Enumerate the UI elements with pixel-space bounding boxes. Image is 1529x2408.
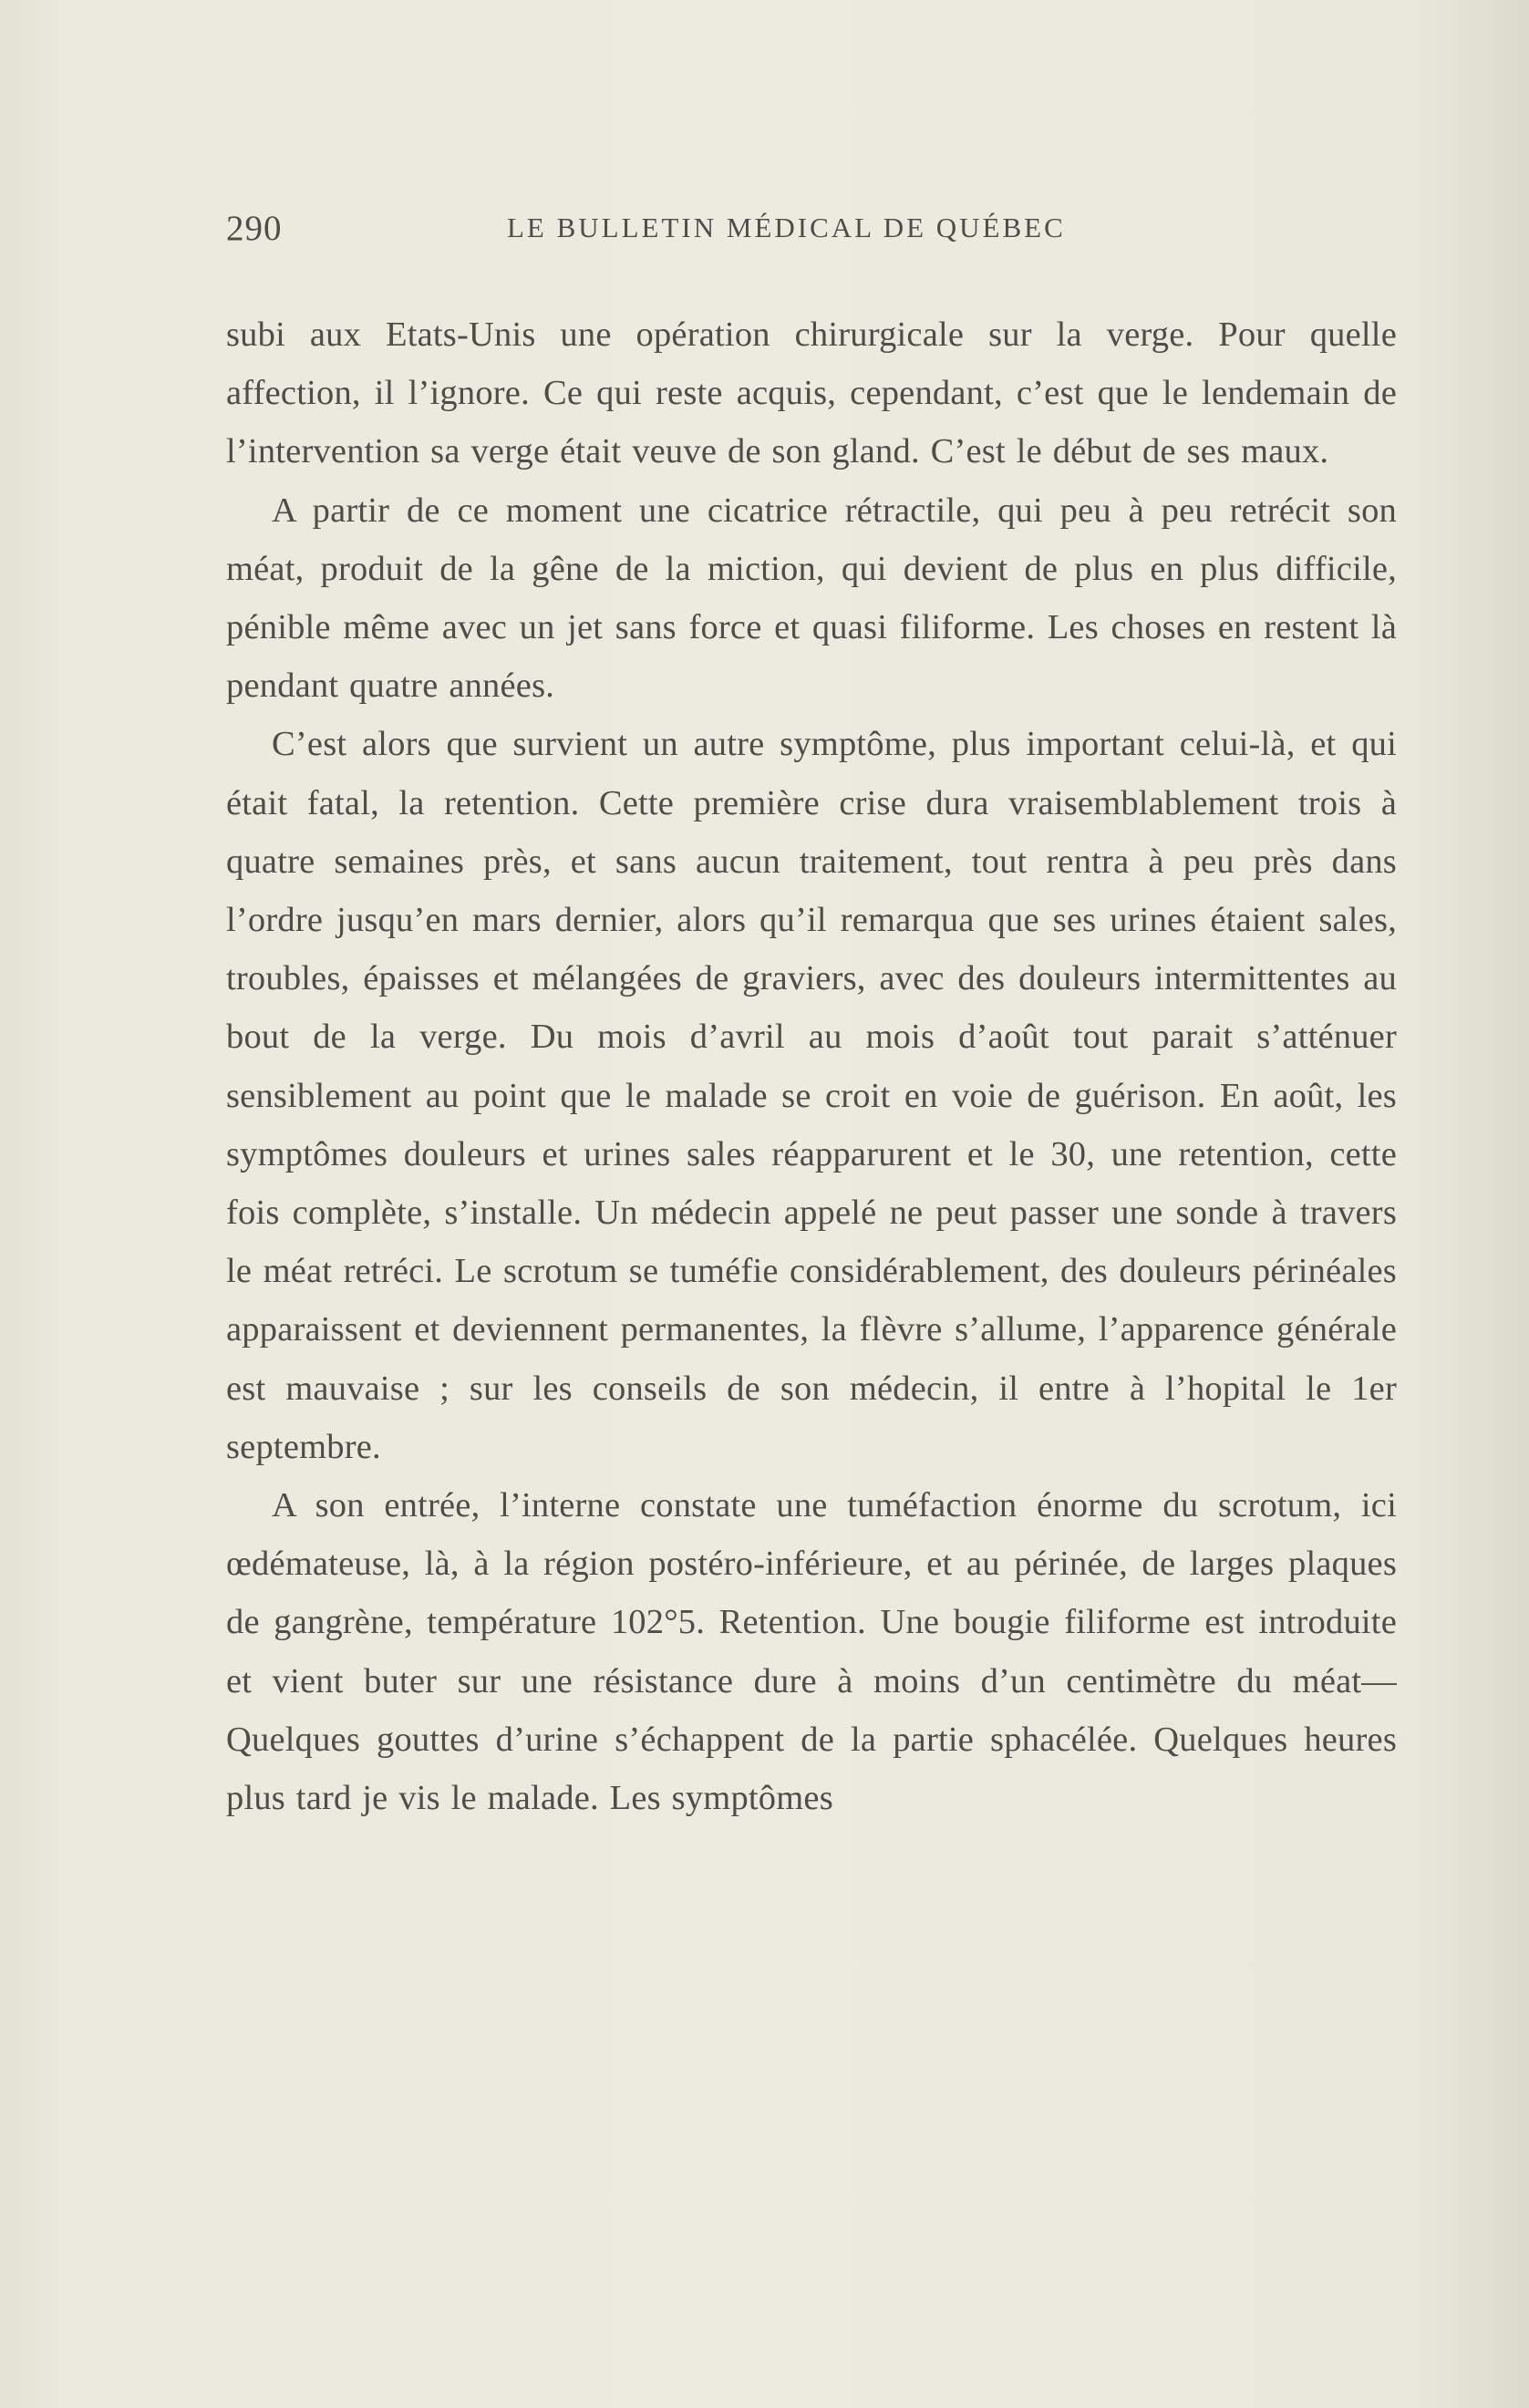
page-header xyxy=(226,208,1411,253)
body-text xyxy=(226,305,1397,1827)
paragraph: subi aux Etats-Unis une opération chirurgicale sur la verge. Pour quelle affection, il l’ignore. Ce qui reste acquis, cependant, c’est que le lendemain de l’intervention sa verge était veuve de son gland. C’est le début de ses maux. xyxy=(226,315,1397,471)
paragraph: C’est alors que survient un autre symptôme, plus important celui-là, et qui était fatal, la retention. Cette première crise dura vraisemblablement trois à quatre semaines près, et sans aucun traitement, tout rentra à peu près dans l’ordre jusqu’en mars dernier, alors qu’il remarqua que ses urines étaient sales, troubles, épaisses et mélangées de graviers, avec des douleurs intermittentes au bout de la verge. Du mois d’avril au mois d’août tout parait s’atténuer sensiblement au point que le malade se croit en voie de guérison. En août, les symptômes douleurs et urines sales réapparurent et le 30, une retention, cette fois complète, s’installe. Un médecin appelé ne peut passer une sonde à travers le méat retréci. Le scrotum se tuméfie considérablement, des douleurs périnéales apparaissent et deviennent permanentes, la flèvre s’allume, l’apparence générale est mauvaise ; sur les conseils de son médecin, il entre à l’hopital le 1er septembre. xyxy=(226,725,1397,1466)
paragraph: A son entrée, l’interne constate une tuméfaction énorme du scrotum, ici œdémateuse, là, à la région postéro-inférieure, et au périnée, de larges plaques de gangrène, température 102°5. Retention. Une bougie filiforme est introduite et vient buter sur une résistance dure à moins d’un centimètre du méat— Quelques gouttes d’urine s’échappent de la partie sphacélée. Quelques heures plus tard je vis le malade. Les symptômes xyxy=(226,1486,1397,1818)
running-title: LE BULLETIN MÉDICAL DE QUÉBEC xyxy=(507,212,1066,243)
page-number: 290 xyxy=(226,209,283,248)
paragraph: A partir de ce moment une cicatrice rétractile, qui peu à peu retrécit son méat, produit de la gêne de la miction, qui devient de plus en plus difficile, pénible même avec un jet sans force et quasi filiforme. Les choses en restent là pendant quatre années. xyxy=(226,491,1397,706)
